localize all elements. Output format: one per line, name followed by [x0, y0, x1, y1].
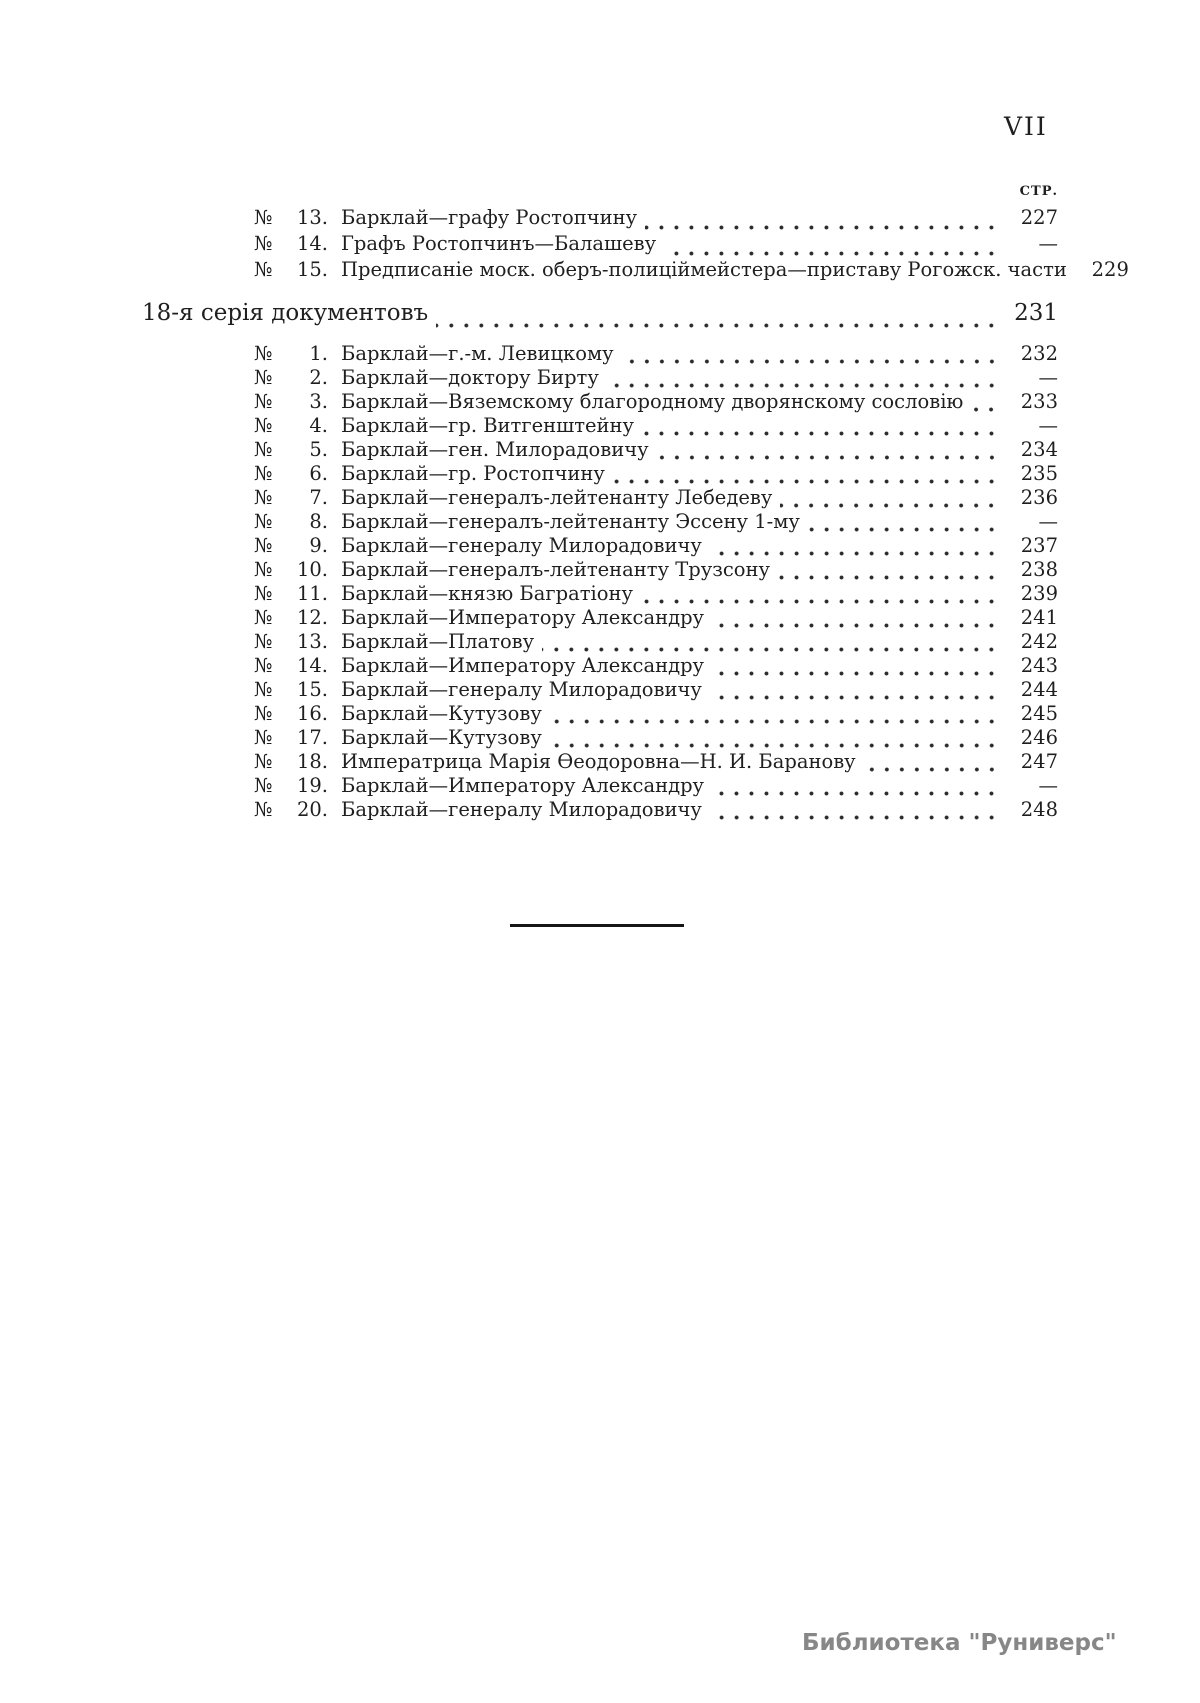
- entry-number-value: 2.: [309, 366, 328, 389]
- dot-leader: [613, 479, 1004, 484]
- entry-page: 245: [1020, 702, 1058, 725]
- toc-row: [142, 258, 1129, 284]
- page-column-header: СТР.: [1019, 184, 1058, 199]
- numero-sign: №: [254, 630, 273, 653]
- dot-leader: [642, 431, 1004, 436]
- dot-leader: [664, 251, 1004, 256]
- toc-row: [142, 438, 1058, 462]
- entry-number-value: 18.: [296, 750, 328, 773]
- entry-number: [254, 678, 328, 701]
- entry-number-value: 13.: [296, 630, 328, 653]
- dot-leader: [622, 359, 1004, 364]
- numero-sign: №: [254, 486, 273, 509]
- toc-row: [142, 486, 1058, 510]
- entry-number-value: 4.: [309, 414, 328, 437]
- entry-number: [254, 702, 328, 725]
- entry-number: [254, 630, 328, 653]
- toc-row: [142, 750, 1058, 774]
- entry-number-value: 14.: [296, 232, 328, 255]
- dot-leader: [971, 407, 1004, 412]
- numero-sign: №: [254, 342, 273, 365]
- entry-page: 247: [1020, 750, 1058, 773]
- entry-number-value: 14.: [296, 654, 328, 677]
- entry-number: [254, 582, 328, 605]
- entry-title: Барклай—Императору Александру: [341, 774, 705, 797]
- numero-sign: №: [254, 774, 273, 797]
- entry-number: [254, 726, 328, 749]
- entry-page: —: [1038, 774, 1058, 797]
- toc-row: [142, 582, 1058, 606]
- toc-row: [142, 232, 1058, 258]
- entry-page: 243: [1020, 654, 1058, 677]
- entry-page: 234: [1020, 438, 1058, 461]
- entry-number-value: 15.: [296, 258, 328, 281]
- entry-title: Барклай—гр. Витгенштейну: [341, 414, 635, 437]
- entry-title: Барклай—князю Багратіону: [341, 582, 633, 605]
- entry-title: Барклай—генералъ-лейтенанту Эссену 1-му: [341, 510, 800, 533]
- numero-sign: №: [254, 438, 273, 461]
- entry-title: Предписаніе моск. оберъ-полиціймейстера—приставу Рогожск. части: [341, 258, 1067, 281]
- entry-page: —: [1038, 510, 1058, 533]
- numero-sign: №: [254, 702, 273, 725]
- entry-page: 227: [1020, 206, 1058, 229]
- entry-number-value: 3.: [309, 390, 328, 413]
- entry-number-value: 5.: [309, 438, 328, 461]
- entry-number: [254, 750, 328, 773]
- dot-leader: [542, 647, 1004, 652]
- entry-page: 232: [1020, 342, 1058, 365]
- dot-leader: [710, 551, 1004, 556]
- entry-title: Императрица Марія Ѳеодоровна—Н. И. Баранову: [341, 750, 856, 773]
- numero-sign: №: [254, 258, 273, 281]
- entry-number: [254, 534, 328, 557]
- section-end-rule: [510, 924, 684, 927]
- dot-leader: [710, 695, 1004, 700]
- entry-page: 248: [1020, 798, 1058, 821]
- numero-sign: №: [254, 390, 273, 413]
- entry-page: 236: [1020, 486, 1058, 509]
- entry-number: [254, 390, 328, 413]
- numero-sign: №: [254, 366, 273, 389]
- numero-sign: №: [254, 462, 273, 485]
- toc-row: [142, 630, 1058, 654]
- toc-row: [142, 702, 1058, 726]
- entry-number: [254, 510, 328, 533]
- toc-row: [142, 654, 1058, 678]
- numero-sign: №: [254, 606, 273, 629]
- numero-sign: №: [254, 414, 273, 437]
- entry-page: 239: [1020, 582, 1058, 605]
- toc-row: [142, 606, 1058, 630]
- entry-number: [254, 774, 328, 797]
- toc-row: [142, 534, 1058, 558]
- entry-number: [254, 462, 328, 485]
- entry-number: [254, 342, 328, 365]
- entry-number-value: 20.: [296, 798, 328, 821]
- entry-number: [254, 366, 328, 389]
- entry-title: Барклай—гр. Ростопчину: [341, 462, 605, 485]
- toc-series-header-row: [142, 300, 1058, 332]
- dot-leader: [436, 323, 1004, 328]
- toc-row: [142, 774, 1058, 798]
- entry-number-value: 11.: [296, 582, 328, 605]
- entry-title: Барклай—Кутузову: [341, 726, 542, 749]
- toc-row: [142, 366, 1058, 390]
- entry-number-value: 19.: [296, 774, 328, 797]
- entry-title: Барклай—г.-м. Левицкому: [341, 342, 614, 365]
- dot-leader: [780, 503, 1004, 508]
- dot-leader: [778, 575, 1004, 580]
- entry-number: [254, 606, 328, 629]
- dot-leader: [808, 527, 1004, 532]
- dot-leader: [607, 383, 1004, 388]
- entry-number-value: 9.: [309, 534, 328, 557]
- numero-sign: №: [254, 206, 273, 229]
- entry-title: Барклай—генералъ-лейтенанту Лебедеву: [341, 486, 773, 509]
- numero-sign: №: [254, 654, 273, 677]
- entry-number: [254, 438, 328, 461]
- toc-series-entries: [142, 342, 1058, 822]
- entry-page: 233: [1020, 390, 1058, 413]
- entry-page: 229: [1091, 258, 1129, 281]
- numero-sign: №: [254, 558, 273, 581]
- entry-title: Барклай—Императору Александру: [341, 654, 705, 677]
- numero-sign: №: [254, 678, 273, 701]
- entry-number-value: 15.: [296, 678, 328, 701]
- toc-row: [142, 206, 1058, 232]
- entry-title: Барклай—Вяземскому благородному дворянскому сословію: [341, 390, 964, 413]
- entry-page: 238: [1020, 558, 1058, 581]
- numero-sign: №: [254, 582, 273, 605]
- entry-title: Барклай—генералу Милорадовичу: [341, 534, 702, 557]
- library-watermark: Библиотека "Руниверс": [802, 1630, 1117, 1656]
- entry-page: 242: [1020, 630, 1058, 653]
- entry-number-value: 1.: [309, 342, 328, 365]
- entry-number-value: 10.: [296, 558, 328, 581]
- entry-number: [254, 654, 328, 677]
- toc-row: [142, 678, 1058, 702]
- entry-number: [254, 258, 328, 281]
- entry-title: Барклай—Платову: [341, 630, 535, 653]
- series-header-label: 18-я серія документовъ: [142, 300, 429, 326]
- dot-leader: [864, 767, 1004, 772]
- entry-number-value: 12.: [296, 606, 328, 629]
- entry-number: [254, 414, 328, 437]
- entry-title: Барклай—генералъ-лейтенанту Трузсону: [341, 558, 770, 581]
- entry-title: Барклай—Кутузову: [341, 702, 542, 725]
- toc-row: [142, 726, 1058, 750]
- entry-number: [254, 232, 328, 255]
- entry-number-value: 8.: [309, 510, 328, 533]
- entry-title: Барклай—генералу Милорадовичу: [341, 798, 702, 821]
- entry-title: Барклай—Императору Александру: [341, 606, 705, 629]
- series-header-page: 231: [1014, 300, 1058, 326]
- numero-sign: №: [254, 534, 273, 557]
- entry-page: 244: [1020, 678, 1058, 701]
- entry-page: —: [1038, 232, 1058, 255]
- dot-leader: [712, 623, 1004, 628]
- entry-number-value: 17.: [296, 726, 328, 749]
- numero-sign: №: [254, 750, 273, 773]
- numero-sign: №: [254, 232, 273, 255]
- entry-number-value: 7.: [309, 486, 328, 509]
- entry-title: Барклай—доктору Бирту: [341, 366, 599, 389]
- entry-number: [254, 486, 328, 509]
- entry-page: 237: [1020, 534, 1058, 557]
- dot-leader: [550, 719, 1004, 724]
- toc-row: [142, 462, 1058, 486]
- dot-leader: [712, 791, 1004, 796]
- toc-previous-series-entries: [142, 206, 1129, 284]
- dot-leader: [641, 599, 1004, 604]
- toc-row: [142, 414, 1058, 438]
- entry-page: —: [1038, 366, 1058, 389]
- dot-leader: [550, 743, 1004, 748]
- numero-sign: №: [254, 726, 273, 749]
- toc-row: [142, 558, 1058, 582]
- numero-sign: №: [254, 798, 273, 821]
- entry-number-value: 16.: [296, 702, 328, 725]
- entry-page: 246: [1020, 726, 1058, 749]
- entry-number: [254, 558, 328, 581]
- entry-number-value: 6.: [309, 462, 328, 485]
- entry-number: [254, 206, 328, 229]
- toc-row: [142, 798, 1058, 822]
- numero-sign: №: [254, 510, 273, 533]
- entry-page: 241: [1020, 606, 1058, 629]
- entry-title: Барклай—ген. Милорадовичу: [341, 438, 649, 461]
- entry-title: Барклай—генералу Милорадовичу: [341, 678, 702, 701]
- entry-title: Графъ Ростопчинъ—Балашеву: [341, 232, 657, 255]
- toc-row: [142, 390, 1058, 414]
- entry-page: —: [1038, 414, 1058, 437]
- toc-row: [142, 510, 1058, 534]
- dot-leader: [645, 225, 1004, 230]
- entry-page: 235: [1020, 462, 1058, 485]
- dot-leader: [712, 671, 1004, 676]
- entry-title: Барклай—графу Ростопчину: [341, 206, 638, 229]
- page-folio-number: VII: [1004, 112, 1048, 141]
- dot-leader: [657, 455, 1004, 460]
- dot-leader: [710, 815, 1004, 820]
- entry-number: [254, 798, 328, 821]
- table-of-contents: [142, 184, 1129, 822]
- entry-number-value: 13.: [296, 206, 328, 229]
- toc-row: [142, 342, 1058, 366]
